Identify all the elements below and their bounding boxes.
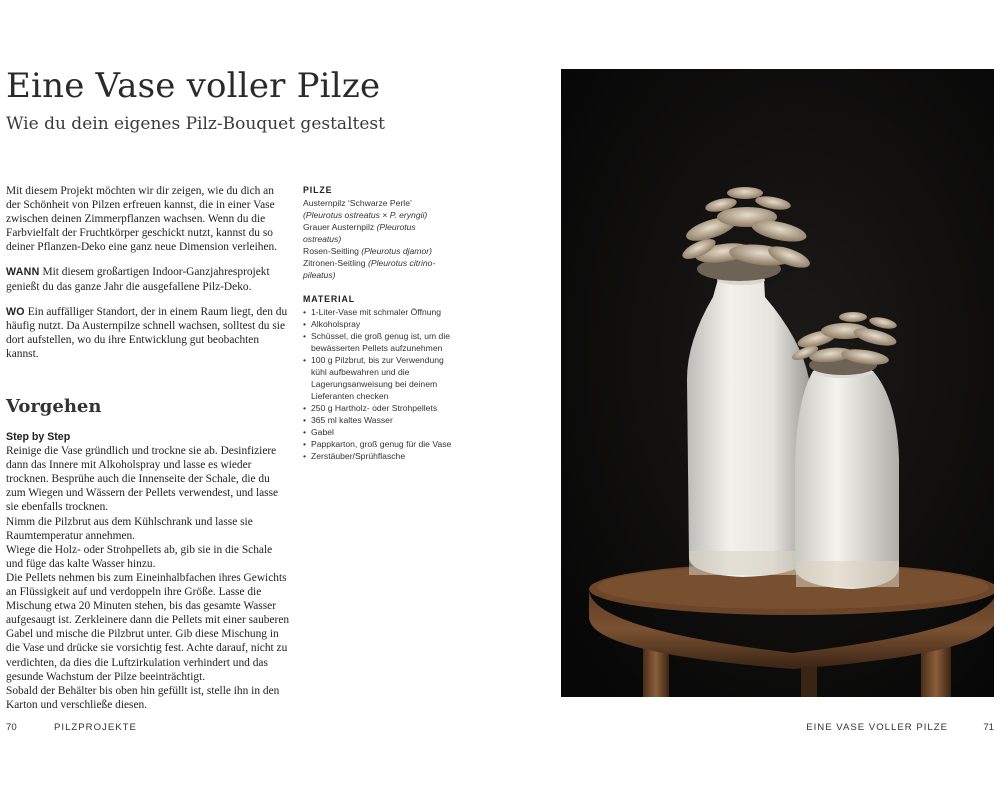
material-item: • Alkoholspray bbox=[303, 318, 453, 330]
material-list bbox=[303, 306, 453, 462]
section-heading: Vorgehen bbox=[6, 396, 102, 417]
material-item: • Zerstäuber/Sprühflasche bbox=[303, 450, 453, 462]
pilze-item: Austernpilz ‘Schwarze Perle’ (Pleurotus ostreatus × P. eryngii) bbox=[303, 198, 428, 220]
material-item: • 100 g Pilzbrut, bis zur Verwendung kühl aufbewahren und die Lagerungsanweisung bei deinem Lieferanten checken bbox=[303, 354, 453, 402]
step-by-step-label: Step by Step bbox=[6, 431, 71, 443]
pilze-item: Grauer Austernpilz (Pleurotus ostreatus) bbox=[303, 222, 416, 244]
running-footer-left: PILZPROJEKTE bbox=[54, 722, 137, 733]
page-subtitle: Wie du dein eigenes Pilz-Bouquet gestaltest bbox=[6, 114, 385, 134]
intro-column bbox=[6, 184, 290, 372]
page-title: Eine Vase voller Pilze bbox=[6, 66, 381, 106]
material-item: • 365 ml kaltes Wasser bbox=[303, 414, 453, 426]
material-item: • 1-Liter-Vase mit schmaler Öffnung bbox=[303, 306, 453, 318]
page-number-right: 71 bbox=[983, 722, 994, 733]
wo-text: Ein auffälliger Standort, der in einem Raum liegt, den du häufig nutzt. Da Austernpilze schnell wachsen, solltest du sie dort aufstellen, wo du ihre Entwicklung gut beobachten kannst. bbox=[6, 305, 288, 360]
step-paragraph: Wiege die Holz- oder Strohpellets ab, gib sie in die Schale und füge das kalte Wasser hinzu. bbox=[6, 543, 273, 570]
photo-illustration bbox=[561, 69, 994, 697]
wann-text: Mit diesem großartigen Indoor-Ganzjahresprojekt genießt du das ganze Jahr die ausgefallene Pilz-Deko. bbox=[6, 266, 270, 293]
wann-label: WANN bbox=[6, 266, 40, 279]
sidebar-column bbox=[303, 184, 453, 474]
intro-paragraph: Mit diesem Projekt möchten wir dir zeigen, wie du dich an der Schönheit von Pilzen erfreuen kannst, die in einer Vase zwischen deinen Zimmerpflanzen wachsen. Wenn du die Farbvielfalt der Fruchtkörper geschickt nutzt, kannst du so deiner Pflanzen-Deko eine ganz neue Dimension verleihen. bbox=[6, 185, 278, 254]
pilze-item: Zitronen-Seitling (Pleurotus citrino-pileatus) bbox=[303, 258, 436, 280]
material-item: • Pappkarton, groß genug für die Vase bbox=[303, 438, 453, 450]
step-paragraph: Sobald der Behälter bis oben hin gefüllt ist, stelle ihn in den Karton und verschließe diesen. bbox=[6, 684, 280, 711]
material-item: • 250 g Hartholz- oder Strohpellets bbox=[303, 402, 453, 414]
steps-block bbox=[6, 430, 290, 712]
material-item: • Gabel bbox=[303, 426, 453, 438]
running-footer-right: EINE VASE VOLLER PILZE bbox=[806, 722, 948, 733]
short-vase bbox=[795, 366, 899, 589]
page-number-left: 70 bbox=[6, 722, 17, 733]
step-paragraph: Die Pellets nehmen bis zum Eineinhalbfachen ihres Gewichts an Flüssigkeit auf und verdoppeln ihre Größe. Lasse die Mischung etwa 20 Minuten stehen, bis das gesamte Wasser aufgesaugt ist. Zerkleinere dann die Pellets mit einer sauberen Gabel und mische die Pilzbrut unter. Gib diese Mischung in die Vase und drücke sie vorsichtig fest. Achte darauf, nicht zu verdichten, da dies die Luftzirkulation verhindert und das gesunde Wachstum der Pilze beeinträchtigt. bbox=[6, 571, 290, 683]
material-block bbox=[303, 293, 453, 462]
material-heading: MATERIAL bbox=[303, 294, 355, 304]
step-paragraph: Reinige die Vase gründlich und trockne sie ab. Desinfiziere dann das Innere mit Alkoholspray und lasse es wieder trocknen. Besprühe auch die Innenseite der Schale, die du zum Wiegen und Wässern der Pellets verwendest, und lasse sie ebenfalls trocknen. bbox=[6, 445, 279, 514]
right-page bbox=[500, 0, 1000, 800]
wann-paragraph bbox=[6, 265, 290, 293]
wo-label: WO bbox=[6, 305, 25, 318]
material-item: • Schüssel, die groß genug ist, um die bewässerten Pellets aufzunehmen bbox=[303, 330, 453, 354]
step-paragraph: Nimm die Pilzbrut aus dem Kühlschrank und lasse sie Raumtemperatur annehmen. bbox=[6, 515, 253, 542]
pilze-item: Rosen-Seitling (Pleurotus djamor) bbox=[303, 246, 432, 256]
wo-paragraph bbox=[6, 305, 290, 361]
mushroom-vase-photo bbox=[561, 69, 994, 697]
pilze-heading: PILZE bbox=[303, 185, 333, 195]
pilze-block bbox=[303, 184, 453, 281]
